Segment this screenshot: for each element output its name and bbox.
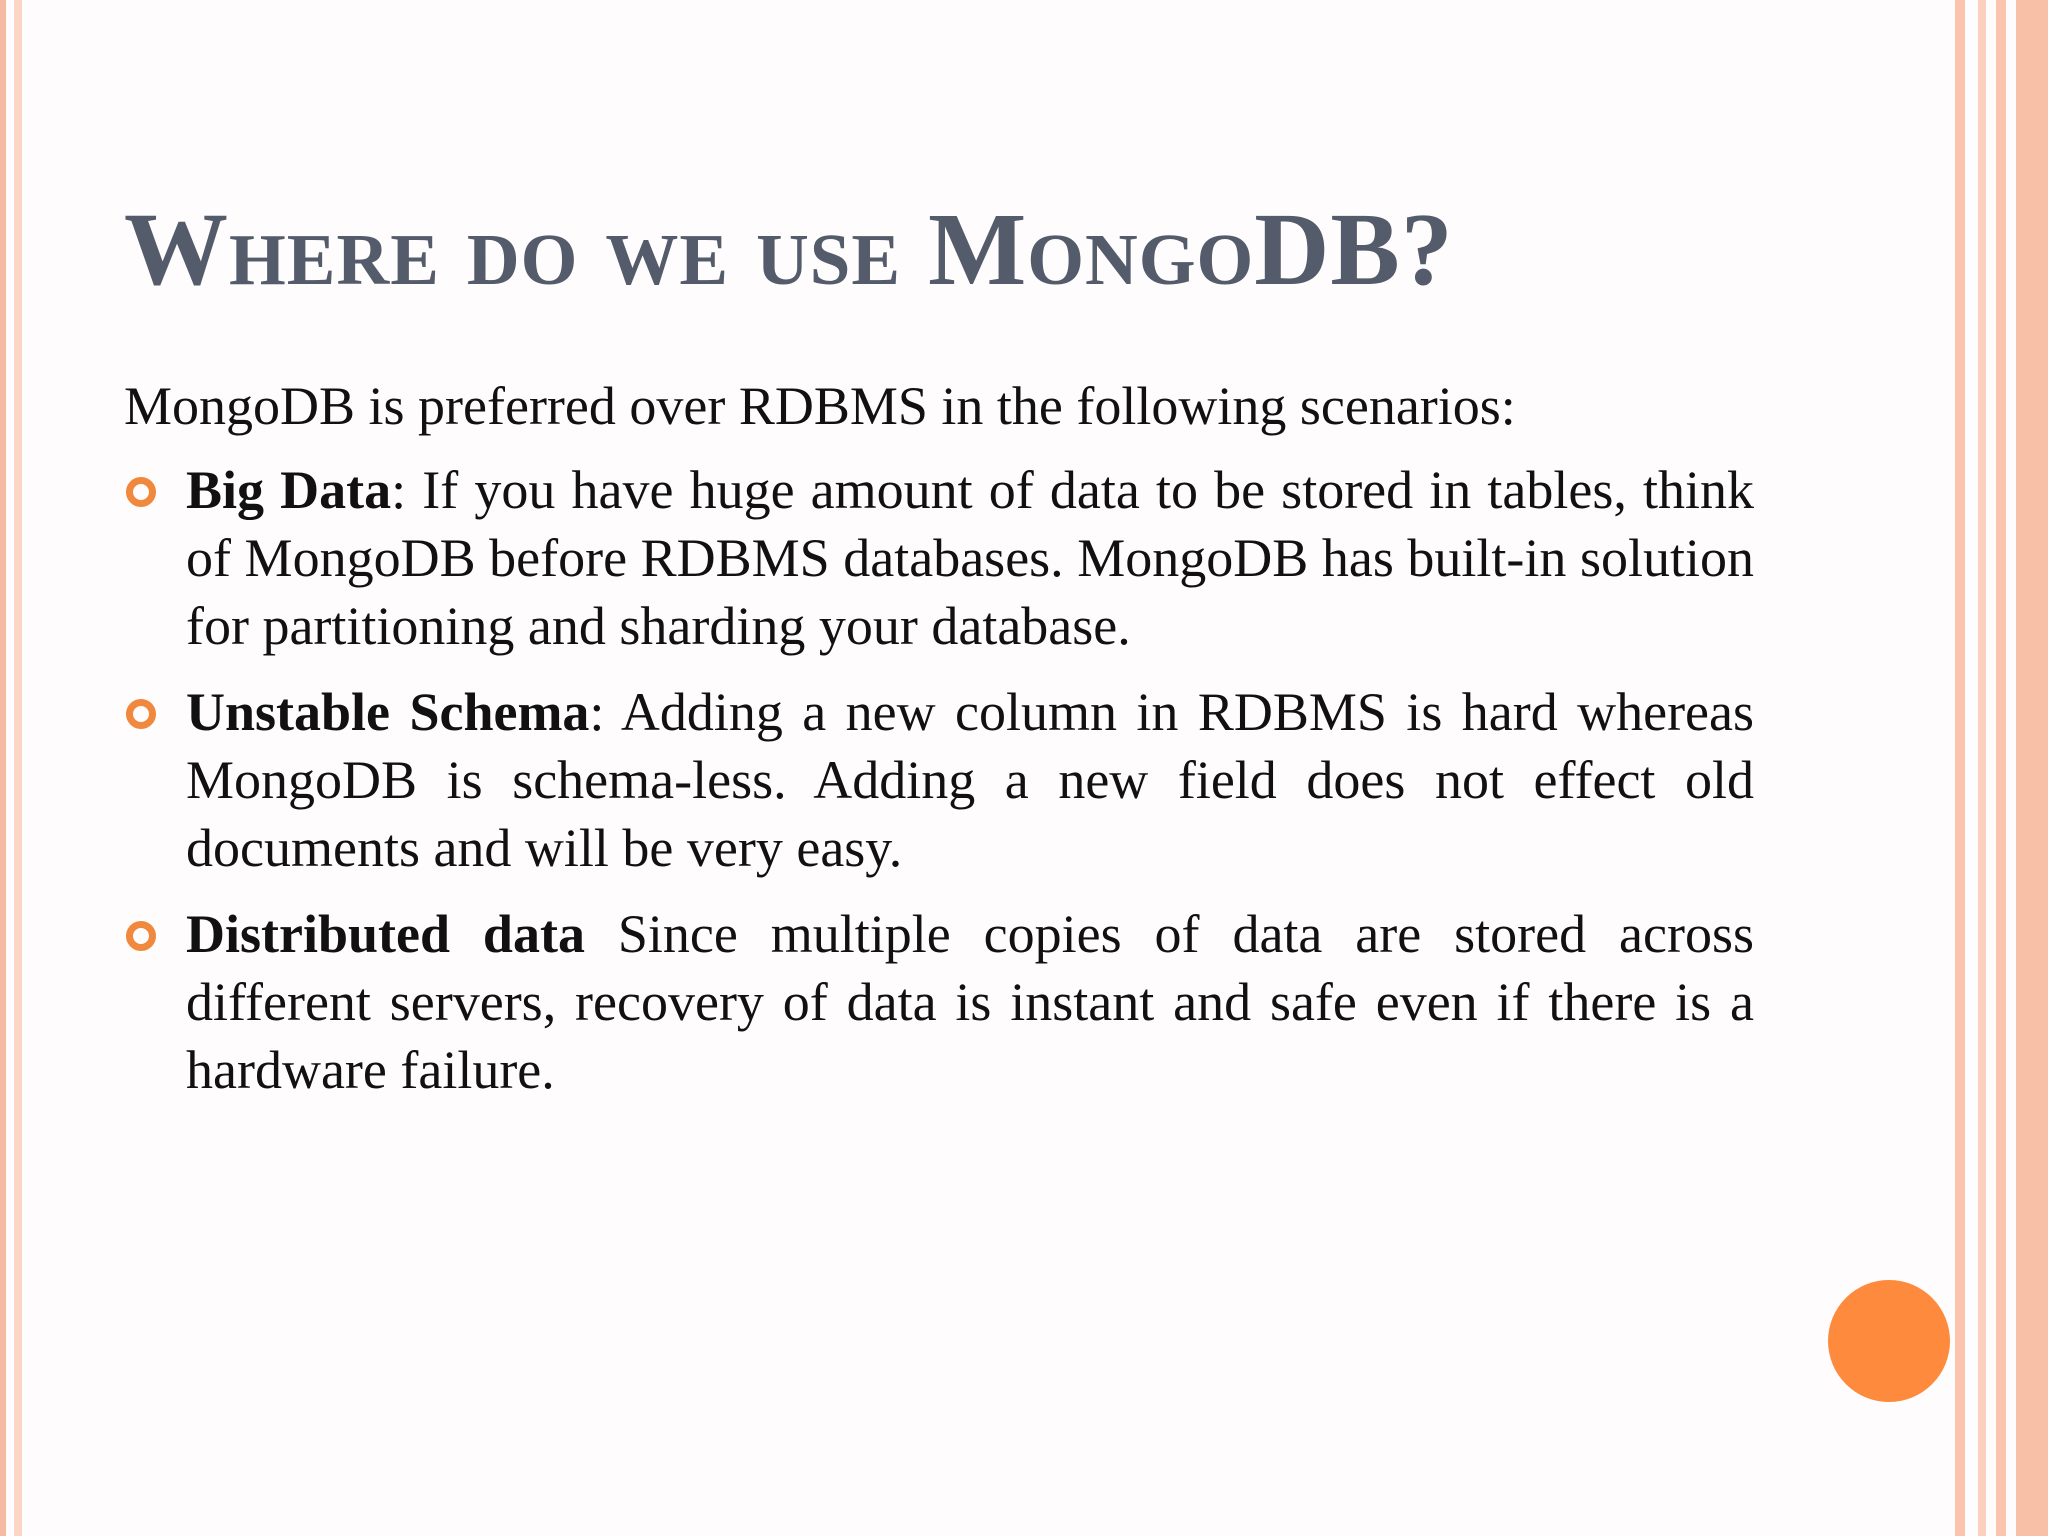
bullet-item-big-data bbox=[124, 456, 1754, 660]
bullet-separator: : bbox=[391, 460, 407, 520]
ring-bullet-icon bbox=[126, 921, 156, 951]
left-border-stripe bbox=[0, 0, 6, 1536]
right-border-stripe-1 bbox=[1955, 0, 1965, 1536]
right-border-stripe-4 bbox=[2016, 0, 2048, 1536]
bullet-text: Adding a new column in RDBMS is hard whereas MongoDB is schema-less. Adding a new field does not effect old documents and will be very easy. bbox=[186, 682, 1754, 878]
right-border-stripe-2 bbox=[1978, 0, 1986, 1536]
bullet-separator: : bbox=[589, 682, 605, 742]
bullet-term: Distributed data bbox=[186, 904, 585, 964]
right-border-stripe-3 bbox=[1996, 0, 2006, 1536]
intro-text: MongoDB is preferred over RDBMS in the following scenarios: bbox=[124, 376, 1516, 436]
ring-bullet-icon bbox=[126, 699, 156, 729]
bullet-text: If you have huge amount of data to be stored in tables, think of MongoDB before RDBMS databases. MongoDB has built-in solution for partitioning and sharding your database. bbox=[186, 460, 1755, 656]
decorative-circle bbox=[1828, 1280, 1950, 1402]
bullet-list bbox=[124, 456, 1754, 1122]
bullet-term: Unstable Schema bbox=[186, 682, 590, 742]
bullet-term: Big Data bbox=[186, 460, 392, 520]
bullet-item-unstable-schema bbox=[124, 678, 1754, 882]
bullet-item-distributed-data bbox=[124, 900, 1754, 1104]
slide-title: Where do we use MongoDB? bbox=[124, 192, 1454, 307]
ring-bullet-icon bbox=[126, 477, 156, 507]
bullet-text: Since multiple copies of data are stored across different servers, recovery of data is instant and safe even if there is a hardware failure. bbox=[186, 904, 1754, 1100]
left-border-stripe-inner bbox=[14, 0, 22, 1536]
